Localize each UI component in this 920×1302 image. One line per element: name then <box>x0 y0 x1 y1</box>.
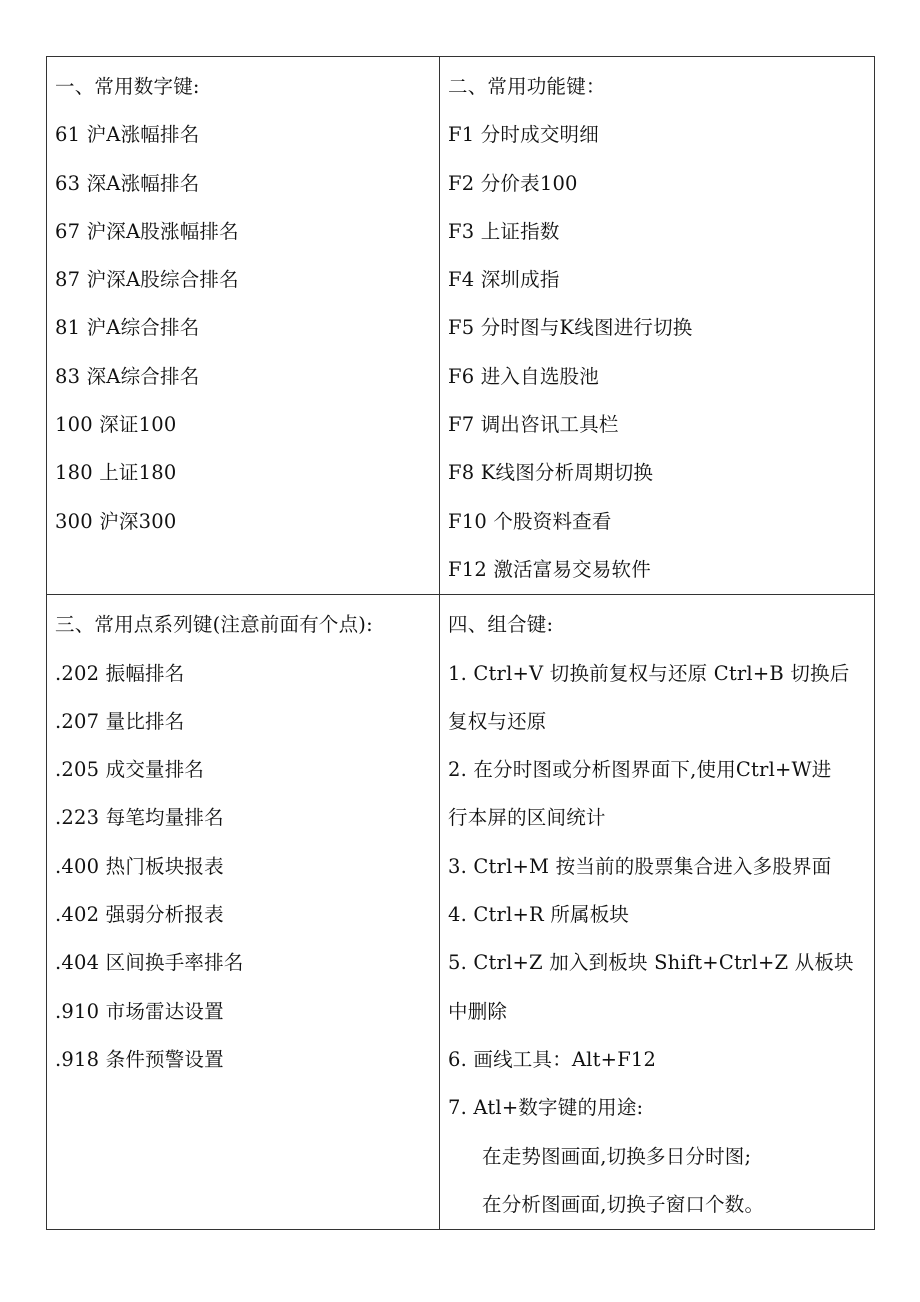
list-item: 300 沪深300 <box>55 509 177 533</box>
list-item: 1. Ctrl+V 切换前复权与还原 Ctrl+B 切换后 <box>448 661 850 685</box>
list-item: F12 激活富易交易软件 <box>448 557 651 581</box>
table-row <box>47 57 875 595</box>
dot-keys-cell <box>47 595 440 1230</box>
list-item: F8 K线图分析周期切换 <box>448 461 654 485</box>
section-heading-numeric-keys: 一、常用数字键: <box>55 75 200 98</box>
list-item: 6. 画线工具：Alt+F12 <box>448 1047 657 1071</box>
list-item: F4 深圳成指 <box>448 268 560 292</box>
list-item: 100 深证100 <box>55 413 177 437</box>
list-item: .207 量比排名 <box>55 709 185 733</box>
list-item: .402 强弱分析报表 <box>55 903 224 927</box>
list-item: 在走势图画面,切换多日分时图; <box>482 1144 752 1168</box>
section-heading-dot-keys: 三、常用点系列键(注意前面有个点): <box>55 613 373 637</box>
numeric-keys-cell <box>47 57 440 595</box>
list-item: F7 调出咨讯工具栏 <box>448 413 619 437</box>
list-item: F1 分时成交明细 <box>448 123 599 147</box>
list-item: 中删除 <box>448 999 508 1023</box>
list-item: .910 市场雷达设置 <box>55 999 224 1023</box>
list-item: 83 深A综合排名 <box>55 364 200 388</box>
list-item: .918 条件预警设置 <box>55 1047 224 1071</box>
list-item: .400 热门板块报表 <box>55 854 224 878</box>
list-item: F2 分价表100 <box>448 171 578 195</box>
list-item: 61 沪A涨幅排名 <box>55 123 200 147</box>
shortcut-key-table <box>46 56 875 1230</box>
list-item: 5. Ctrl+Z 加入到板块 Shift+Ctrl+Z 从板块 <box>448 951 854 975</box>
list-item: 复权与还原 <box>448 709 547 733</box>
list-item: 行本屏的区间统计 <box>448 806 606 830</box>
list-item: 87 沪深A股综合排名 <box>55 268 239 292</box>
list-item: F3 上证指数 <box>448 219 560 243</box>
list-item: 180 上证180 <box>55 461 177 485</box>
list-item: 67 沪深A股涨幅排名 <box>55 219 239 243</box>
list-item: F10 个股资料查看 <box>448 509 612 533</box>
list-item: F5 分时图与K线图进行切换 <box>448 316 693 340</box>
list-item: 63 深A涨幅排名 <box>55 171 200 195</box>
list-item: .202 振幅排名 <box>55 661 185 685</box>
list-item: 3. Ctrl+M 按当前的股票集合进入多股界面 <box>448 854 832 878</box>
table-row <box>47 595 875 1230</box>
section-heading-combo-keys: 四、组合键: <box>448 613 554 637</box>
list-item: .404 区间换手率排名 <box>55 951 244 975</box>
list-item: 81 沪A综合排名 <box>55 316 200 340</box>
list-item: 2. 在分时图或分析图界面下,使用Ctrl+W进 <box>448 758 832 782</box>
list-item: 4. Ctrl+R 所属板块 <box>448 903 630 927</box>
list-item: .205 成交量排名 <box>55 758 205 782</box>
list-item: .223 每笔均量排名 <box>55 806 224 830</box>
section-heading-function-keys: 二、常用功能键： <box>448 75 606 98</box>
function-keys-cell <box>440 57 875 595</box>
list-item: F6 进入自选股池 <box>448 364 599 388</box>
list-item: 7. Atl+数字键的用途: <box>448 1096 644 1120</box>
combo-keys-cell <box>440 595 875 1230</box>
list-item: 在分析图画面,切换子窗口个数。 <box>482 1192 765 1216</box>
